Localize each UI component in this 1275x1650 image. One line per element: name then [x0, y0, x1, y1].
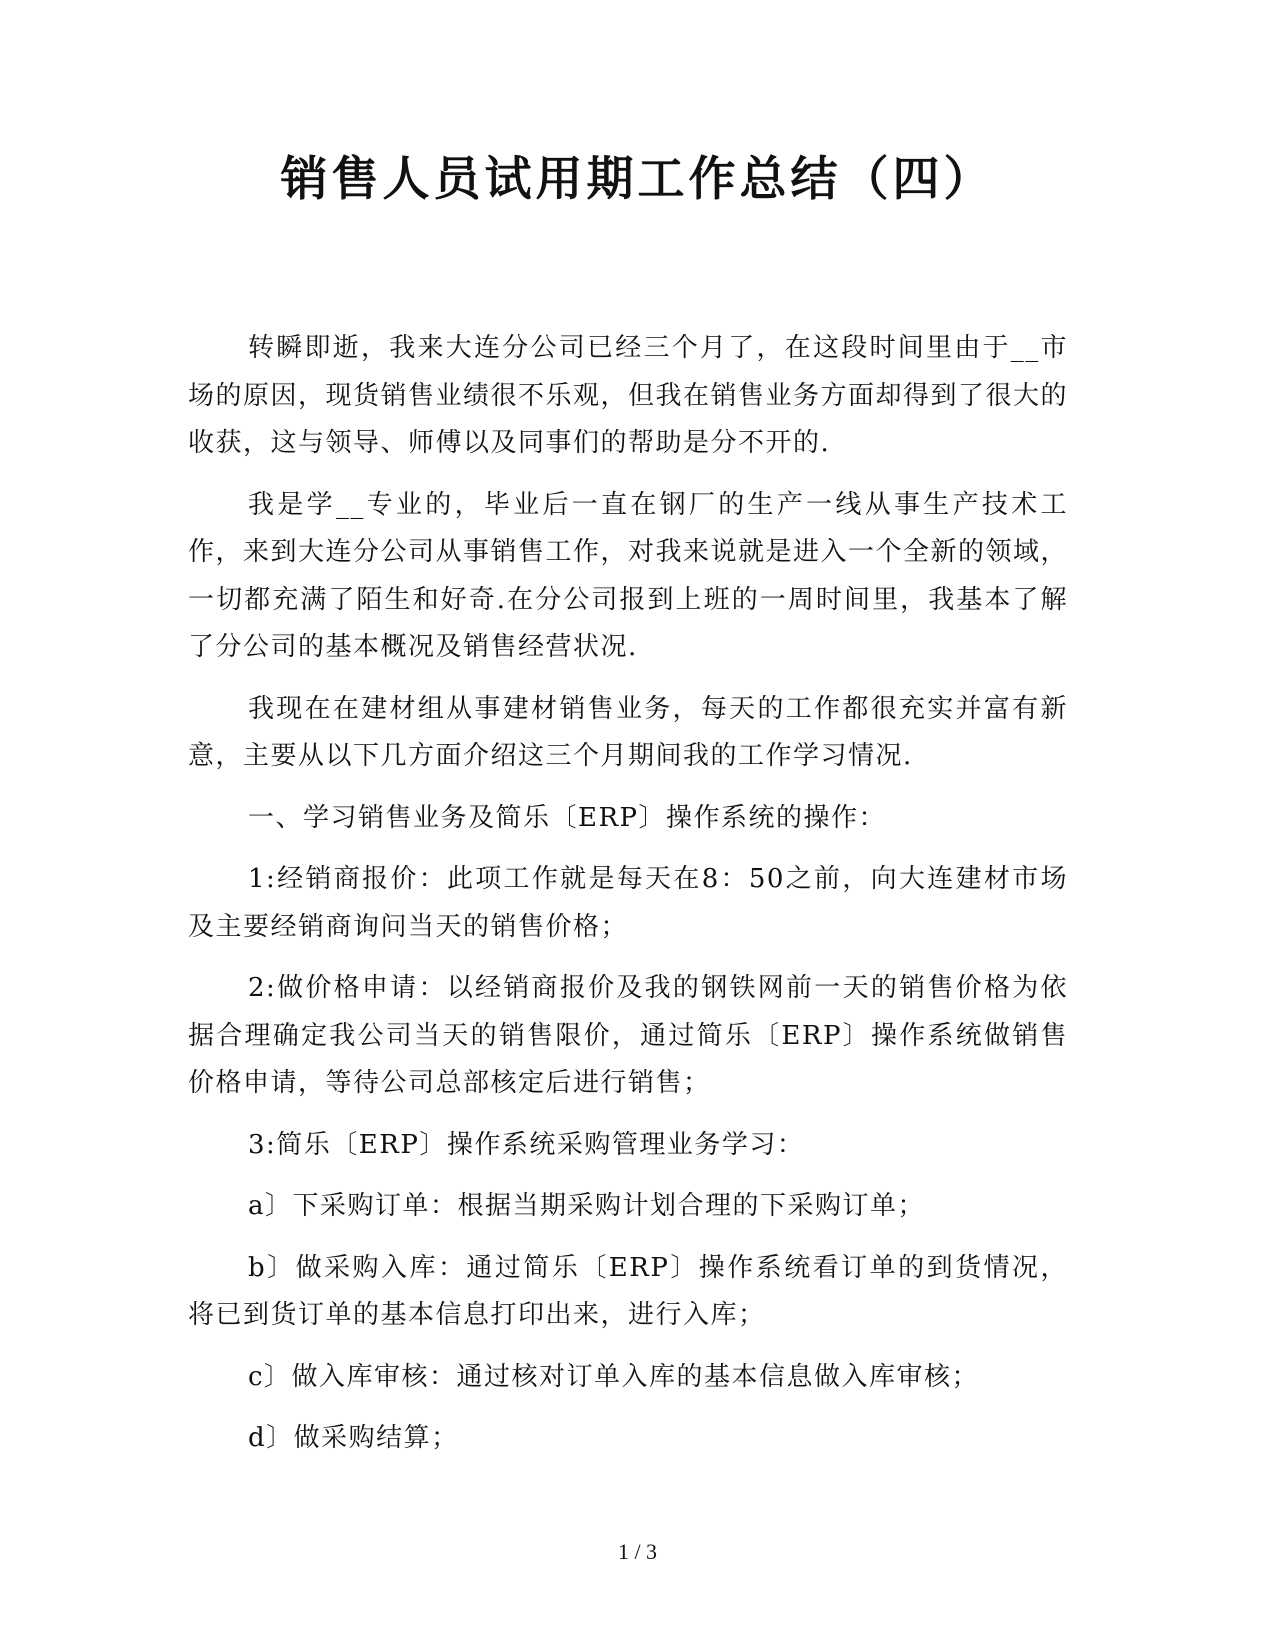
list-item: 2:做价格申请：以经销商报价及我的钢铁网前一天的销售价格为依据合理确定我公司当天的销售限价，通过简乐〔ERP〕操作系统做销售价格申请，等待公司总部核定后进行销售； — [188, 973, 1068, 1098]
paragraph: 我现在在建材组从事建材销售业务，每天的工作都很充实并富有新意，主要从以下几方面介绍这三个月期间我的工作学习情况. — [188, 693, 1068, 771]
list-item: 1:经销商报价：此项工作就是每天在8：50之前，向大连建材市场及主要经销商询问当天的销售价格； — [188, 864, 1068, 942]
section-heading: 一、学习销售业务及简乐〔ERP〕操作系统的操作： — [248, 802, 887, 833]
document-title: 销售人员试用期工作总结（四） — [280, 152, 995, 207]
sub-list-item: a〕下采购订单：根据当期采购计划合理的下采购订单； — [248, 1191, 926, 1221]
sub-list-item: d〕做采购结算； — [248, 1423, 459, 1453]
paragraph: 转瞬即逝，我来大连分公司已经三个月了，在这段时间里由于__市场的原因，现货销售业绩很不乐观，但我在销售业务方面却得到了很大的收获，这与领导、师傅以及同事们的帮助是分不开的. — [188, 333, 1069, 458]
sub-list-item: c〕做入库审核：通过核对订单入库的基本信息做入库审核； — [248, 1361, 980, 1392]
sub-list-item: b〕做采购入库：通过简乐〔ERP〕操作系统看订单的到货情况，将已到货订单的基本信息打印出来，进行入库； — [188, 1252, 1068, 1330]
paragraph: 我是学__专业的，毕业后一直在钢厂的生产一线从事生产技术工作，来到大连分公司从事销售工作，对我来说就是进入一个全新的领域，一切都充满了陌生和好奇.在分公司报到上班的一周时间里，我基本了解了分公司的基本概况及销售经营状况. — [188, 489, 1069, 662]
list-item: 3:简乐〔ERP〕操作系统采购管理业务学习： — [248, 1129, 805, 1160]
page-number: 1 / 3 — [617, 1539, 658, 1564]
document-body — [188, 325, 1068, 1477]
